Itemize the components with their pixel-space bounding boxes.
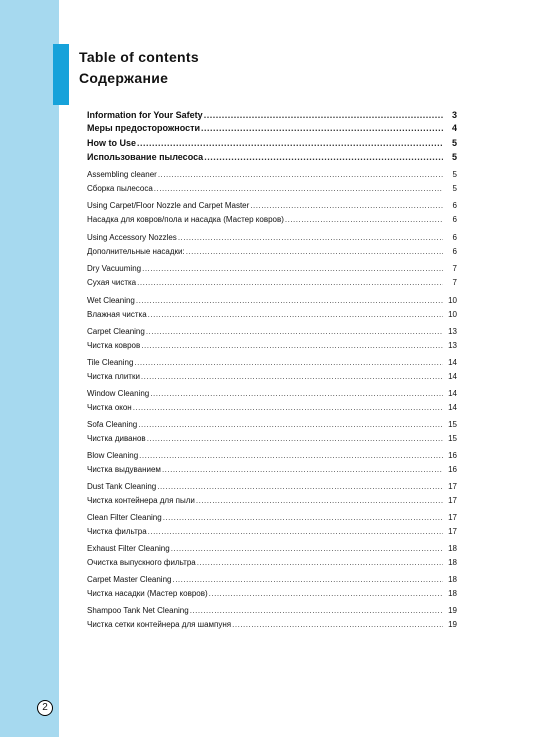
- toc-entry: [87, 589, 457, 603]
- toc-entry-title: Влажная чистка: [87, 310, 147, 319]
- toc-entry: [87, 138, 457, 152]
- toc-dot-leader: [142, 264, 443, 273]
- toc-entry-title: Чистка контейнера для пыли: [87, 496, 195, 505]
- toc-entry: [87, 184, 457, 198]
- toc-dot-leader: [146, 327, 443, 336]
- toc-entry-page: 7: [452, 278, 457, 287]
- title-english: Table of contents: [79, 49, 199, 65]
- toc-entry-page: 14: [448, 403, 457, 412]
- toc-entry: [87, 123, 457, 137]
- toc-entry: [87, 620, 457, 634]
- toc-entry-page: 18: [448, 558, 457, 567]
- toc-dot-leader: [204, 110, 443, 120]
- toc-entry-page: 19: [448, 620, 457, 629]
- toc-entry: [87, 372, 457, 386]
- toc-dot-leader: [190, 606, 443, 615]
- toc-entry-title: Чистка насадки (Мастер ковров): [87, 589, 208, 598]
- toc-dot-leader: [196, 496, 443, 505]
- toc-dot-leader: [134, 358, 443, 367]
- title-accent-bar: [53, 44, 69, 105]
- toc-entry-page: 16: [448, 451, 457, 460]
- toc-dot-leader: [250, 201, 443, 210]
- toc-entry-page: 7: [452, 264, 457, 273]
- toc-entry: [87, 482, 457, 496]
- toc-entry-title: Чистка выдуванием: [87, 465, 161, 474]
- toc-entry-title: Tile Cleaning: [87, 358, 134, 367]
- toc-entry: [87, 606, 457, 620]
- toc-entry-page: 17: [448, 527, 457, 536]
- toc-entry-page: 6: [452, 233, 457, 242]
- toc-entry-title: Information for Your Safety: [87, 110, 203, 120]
- title-russian: Содержание: [79, 70, 169, 86]
- toc-dot-leader: [158, 170, 443, 179]
- toc-entry-page: 14: [448, 389, 457, 398]
- toc-dot-leader: [162, 465, 443, 474]
- toc-entry: [87, 544, 457, 558]
- toc-dot-leader: [148, 527, 443, 536]
- toc-entry-page: 17: [448, 482, 457, 491]
- toc-entry-page: 15: [448, 420, 457, 429]
- toc-entry-title: Using Accessory Nozzles: [87, 233, 177, 242]
- toc-entry: [87, 451, 457, 465]
- toc-entry: [87, 434, 457, 448]
- toc-dot-leader: [172, 575, 443, 584]
- toc-entry-title: Wet Cleaning: [87, 296, 135, 305]
- toc-entry-title: How to Use: [87, 138, 137, 148]
- toc-entry: [87, 233, 457, 247]
- toc-entry: [87, 310, 457, 324]
- toc-entry-page: 4: [451, 123, 457, 133]
- toc-entry-title: Сухая чистка: [87, 278, 137, 287]
- toc-entry-title: Чистка диванов: [87, 434, 146, 443]
- toc-entry: [87, 296, 457, 310]
- left-sidebar-band: [0, 0, 59, 737]
- toc-entry: [87, 420, 457, 434]
- toc-dot-leader: [148, 310, 443, 319]
- toc-entry-page: 5: [451, 138, 457, 148]
- toc-entry: [87, 201, 457, 215]
- toc-entry-title: Assembling cleaner: [87, 170, 157, 179]
- toc-dot-leader: [137, 138, 443, 148]
- toc-entry-page: 3: [451, 110, 457, 120]
- toc-dot-leader: [171, 544, 443, 553]
- toc-entry-title: Чистка окон: [87, 403, 132, 412]
- toc-entry-title: Sofa Cleaning: [87, 420, 138, 429]
- page-number: 2: [37, 700, 53, 716]
- toc-entry-page: 14: [448, 372, 457, 381]
- toc-entry-title: Carpet Cleaning: [87, 327, 145, 336]
- toc-entry-title: Dust Tank Cleaning: [87, 482, 157, 491]
- toc-entry-page: 14: [448, 358, 457, 367]
- toc-entry-title: Использование пылесоса: [87, 152, 204, 162]
- toc-entry: [87, 358, 457, 372]
- toc-entry: [87, 513, 457, 527]
- toc-dot-leader: [163, 513, 443, 522]
- toc-dot-leader: [138, 420, 443, 429]
- toc-entry: [87, 341, 457, 355]
- toc-entry: [87, 264, 457, 278]
- toc-entry-page: 6: [452, 247, 457, 256]
- toc-entry-page: 16: [448, 465, 457, 474]
- toc-entry: [87, 403, 457, 417]
- toc-entry: [87, 496, 457, 510]
- toc-entry: [87, 558, 457, 572]
- toc-entry-page: 19: [448, 606, 457, 615]
- toc-entry-title: Чистка ковров: [87, 341, 141, 350]
- page-title: [79, 47, 199, 89]
- toc-entry: [87, 575, 457, 589]
- toc-entry: [87, 215, 457, 229]
- toc-entry: [87, 278, 457, 292]
- toc-entry-title: Чистка сетки контейнера для шампуня: [87, 620, 232, 629]
- toc-entry-title: Очистка выпускного фильтра: [87, 558, 196, 567]
- toc-dot-leader: [157, 482, 443, 491]
- toc-dot-leader: [197, 558, 443, 567]
- toc-entry-title: Carpet Master Cleaning: [87, 575, 172, 584]
- toc-entry: [87, 170, 457, 184]
- toc-dot-leader: [201, 123, 443, 133]
- toc-dot-leader: [139, 451, 443, 460]
- toc-dot-leader: [209, 589, 443, 598]
- toc-entry-title: Shampoo Tank Net Cleaning: [87, 606, 189, 615]
- toc-entry: [87, 527, 457, 541]
- toc-entry-title: Using Carpet/Floor Nozzle and Carpet Master: [87, 201, 250, 210]
- toc-dot-leader: [285, 215, 443, 224]
- toc-entry: [87, 465, 457, 479]
- toc-dot-leader: [133, 403, 443, 412]
- toc-entry-title: Blow Cleaning: [87, 451, 139, 460]
- toc-entry-title: Насадка для ковров/пола и насадка (Мастер ковров): [87, 215, 284, 224]
- toc-entry-title: Exhaust Filter Cleaning: [87, 544, 170, 553]
- toc-entry: [87, 327, 457, 341]
- toc-entry-page: 5: [452, 184, 457, 193]
- toc-entry: [87, 247, 457, 261]
- toc-dot-leader: [154, 184, 443, 193]
- toc-entry-page: 6: [452, 215, 457, 224]
- toc-dot-leader: [204, 152, 443, 162]
- toc-entry-title: Window Cleaning: [87, 389, 150, 398]
- toc-entry-page: 6: [452, 201, 457, 210]
- toc-dot-leader: [232, 620, 443, 629]
- toc-dot-leader: [137, 278, 443, 287]
- toc-entry-title: Сборка пылесоса: [87, 184, 153, 193]
- toc-entry-page: 10: [448, 310, 457, 319]
- toc-entry: [87, 389, 457, 403]
- toc-entry-page: 13: [448, 327, 457, 336]
- toc-dot-leader: [178, 233, 443, 242]
- toc-entry-page: 17: [448, 513, 457, 522]
- toc-entry-page: 13: [448, 341, 457, 350]
- toc-dot-leader: [186, 247, 443, 256]
- toc-entry-page: 5: [451, 152, 457, 162]
- toc-entry-title: Clean Filter Cleaning: [87, 513, 162, 522]
- toc-dot-leader: [147, 434, 443, 443]
- toc-entry-page: 18: [448, 575, 457, 584]
- toc-entry: [87, 152, 457, 166]
- toc-entry-page: 17: [448, 496, 457, 505]
- toc-dot-leader: [150, 389, 443, 398]
- toc-entry-title: Чистка плитки: [87, 372, 140, 381]
- toc-entry-title: Чистка фильтра: [87, 527, 147, 536]
- toc-entry-title: Меры предосторожности: [87, 123, 201, 133]
- toc-entry-page: 10: [448, 296, 457, 305]
- toc-entry: [87, 110, 457, 124]
- toc-entry-page: 18: [448, 589, 457, 598]
- toc-entry-page: 5: [452, 170, 457, 179]
- toc-entry-page: 15: [448, 434, 457, 443]
- toc-dot-leader: [141, 372, 443, 381]
- toc-entry-title: Dry Vacuuming: [87, 264, 142, 273]
- toc-entry-page: 18: [448, 544, 457, 553]
- toc-entry-title: Дополнительные насадки:: [87, 247, 185, 256]
- toc-dot-leader: [141, 341, 443, 350]
- toc-dot-leader: [136, 296, 443, 305]
